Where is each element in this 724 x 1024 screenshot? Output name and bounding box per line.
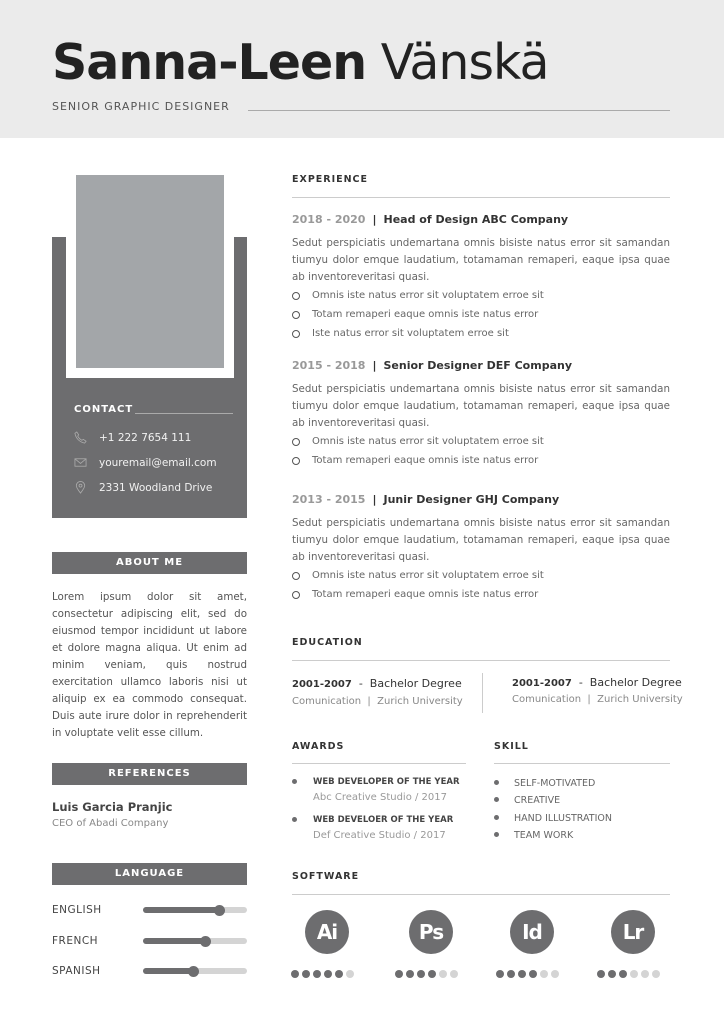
circle-bullet-icon: [292, 457, 300, 465]
job-bullet: [292, 589, 538, 600]
education-degree: 2001-2007 - Bachelor Degree: [292, 677, 462, 690]
experience-heading: EXPERIENCE: [292, 174, 369, 185]
software-rating: [395, 970, 458, 978]
language-level-fill: [143, 938, 205, 944]
divider: [292, 894, 670, 895]
circle-bullet-icon: [292, 330, 300, 338]
degree-name: Bachelor Degree: [589, 676, 682, 689]
rating-dot: [551, 970, 559, 978]
circle-bullet-icon: [292, 311, 300, 319]
bullet-text: Omnis iste natus error sit voluptatem erroe sit: [312, 290, 544, 301]
skill-item: SELF-MOTIVATED: [514, 778, 596, 789]
rating-dot: [496, 970, 504, 978]
skill-item: HAND ILLUSTRATION: [514, 812, 612, 824]
phone-icon: [74, 431, 87, 444]
language-level-fill: [143, 907, 219, 913]
divider: [135, 413, 233, 414]
circle-bullet-icon: [292, 591, 300, 599]
rating-dot: [395, 970, 403, 978]
rating-dot: [291, 970, 299, 978]
rating-dot: [652, 970, 660, 978]
divider: [482, 673, 483, 713]
bullet-text: Omnis iste natus error sit voluptatem erroe sit: [312, 436, 544, 447]
rating-dot: [450, 970, 458, 978]
language-level-knob: [188, 966, 199, 977]
rating-dot: [630, 970, 638, 978]
circle-bullet-icon: [292, 572, 300, 580]
rating-dot: [335, 970, 343, 978]
awards-heading: AWARDS: [292, 741, 345, 752]
divider: [292, 197, 670, 198]
education-institution: Comunication | Zurich University: [292, 696, 463, 707]
job-bullet: [292, 436, 544, 447]
language-level-bar: [143, 938, 247, 944]
rating-dot: [406, 970, 414, 978]
job-description: Sedut perspiciatis undemartana omnis bisiste natus error sit samandan tiumyu dolor emque laudatium, totamaman remaperi, eaque ipsa quae ab inventoreveritasi quasi.: [292, 237, 670, 283]
language-name: ENGLISH: [52, 904, 102, 916]
job-bullet: [292, 328, 509, 339]
bullet-dot-icon: [494, 832, 499, 837]
award-title: WEB DEVELOPER OF THE YEAR: [313, 777, 460, 787]
job-role: Head of Design ABC Company: [383, 213, 569, 226]
contact-phone: [74, 431, 191, 444]
job-role: Senior Designer DEF Company: [383, 359, 573, 372]
skill-item: CREATIVE: [514, 795, 561, 807]
about-heading: ABOUT ME: [52, 552, 247, 574]
email-text: youremail@email.com: [99, 456, 217, 469]
separator: |: [372, 359, 377, 372]
rating-dot: [439, 970, 447, 978]
rating-dot: [324, 970, 332, 978]
award-source: Def Creative Studio / 2017: [313, 830, 446, 841]
job-bullet: [292, 570, 544, 581]
job-entry-title: [292, 213, 568, 226]
rating-dot: [597, 970, 605, 978]
job-years: 2013 - 2015: [292, 493, 366, 506]
phone-text: +1 222 7654 111: [99, 431, 192, 444]
education-institution: Comunication | Zurich University: [512, 694, 683, 705]
rating-dot: [529, 970, 537, 978]
language-name: FRENCH: [52, 935, 99, 947]
software-rating: [291, 970, 354, 978]
education-heading: EDUCATION: [292, 637, 363, 648]
reference-role: CEO of Abadi Company: [52, 818, 169, 829]
job-description: Sedut perspiciatis undemartana omnis bisiste natus error sit samandan tiumyu dolor emque laudatium, totamaman remaperi, eaque ipsa quae ab inventoreveritasi quasi.: [292, 383, 670, 429]
job-description: Sedut perspiciatis undemartana omnis bisiste natus error sit samandan tiumyu dolor emque laudatium, totamaman remaperi, eaque ipsa quae ab inventoreveritasi quasi.: [292, 517, 670, 563]
bullet-text: Iste natus error sit voluptatem erroe sit: [312, 328, 509, 339]
contact-address: [74, 481, 212, 494]
rating-dot: [428, 970, 436, 978]
bullet-text: Omnis iste natus error sit voluptatem erroe sit: [312, 570, 544, 581]
rating-dot: [619, 970, 627, 978]
contact-email: [74, 456, 217, 469]
job-bullet: [292, 309, 538, 320]
job-years: 2018 - 2020: [292, 213, 366, 226]
job-bullet: [292, 290, 544, 301]
software-rating: [496, 970, 559, 978]
software-rating: [597, 970, 660, 978]
job-title: SENIOR GRAPHIC DESIGNER: [52, 100, 230, 113]
rating-dot: [507, 970, 515, 978]
language-level-bar: [143, 907, 247, 913]
rating-dot: [313, 970, 321, 978]
bullet-dot-icon: [494, 780, 499, 785]
divider: [494, 763, 670, 764]
award-title: WEB DEVELOER OF THE YEAR: [313, 815, 454, 825]
email-icon: [74, 456, 87, 469]
location-pin-icon: [74, 481, 87, 494]
skill-item: TEAM WORK: [514, 829, 574, 841]
circle-bullet-icon: [292, 438, 300, 446]
first-name: Sanna-Leen: [52, 34, 367, 91]
software-icon: Id: [510, 910, 554, 954]
software-icon: Ps: [409, 910, 453, 954]
separator: |: [372, 493, 377, 506]
separator: |: [372, 213, 377, 226]
skill-heading: SKILL: [494, 741, 529, 752]
contact-heading: CONTACT: [74, 404, 134, 415]
language-level-bar: [143, 968, 247, 974]
rating-dot: [518, 970, 526, 978]
about-text: Lorem ipsum dolor sit amet, consectetur adipiscing elit, sed do eiusmod tempor incididunt ut labore et dolore magna aliqua. Ut enim ad minim veniam, quis nostrud exercitation ullamco laboris nisi ut aliquip ex ea commodo consequat. Duis aute irure dolor in reprehenderit in voluptate velit esse cillum.: [52, 591, 247, 739]
bullet-dot-icon: [292, 817, 297, 822]
language-name: SPANISH: [52, 965, 101, 977]
education-years: 2001-2007: [292, 679, 352, 690]
full-name: [52, 34, 549, 91]
rating-dot: [641, 970, 649, 978]
job-entry-title: [292, 493, 559, 506]
language-level-fill: [143, 968, 193, 974]
degree-name: Bachelor Degree: [369, 677, 462, 690]
bullet-dot-icon: [494, 815, 499, 820]
software-icon: Ai: [305, 910, 349, 954]
rating-dot: [417, 970, 425, 978]
education-years: 2001-2007: [512, 678, 572, 689]
language-level-knob: [214, 905, 225, 916]
language-heading: LANGUAGE: [52, 863, 247, 885]
profile-photo-placeholder: [76, 175, 224, 368]
job-bullet: [292, 455, 538, 466]
language-level-knob: [200, 936, 211, 947]
rating-dot: [540, 970, 548, 978]
rating-dot: [346, 970, 354, 978]
divider: [248, 110, 670, 111]
divider: [292, 763, 466, 764]
job-role: Junir Designer GHJ Company: [383, 493, 560, 506]
rating-dot: [608, 970, 616, 978]
address-text: 2331 Woodland Drive: [99, 481, 213, 494]
circle-bullet-icon: [292, 292, 300, 300]
education-degree: 2001-2007 - Bachelor Degree: [512, 676, 682, 689]
bullet-text: Totam remaperi eaque omnis iste natus error: [312, 455, 539, 466]
software-heading: SOFTWARE: [292, 871, 360, 882]
bullet-dot-icon: [494, 797, 499, 802]
bullet-dot-icon: [292, 779, 297, 784]
references-heading: REFERENCES: [52, 763, 247, 785]
divider: [292, 660, 670, 661]
bullet-text: Totam remaperi eaque omnis iste natus error: [312, 309, 539, 320]
reference-name: Luis Garcia Pranjic: [52, 800, 173, 814]
award-source: Abc Creative Studio / 2017: [313, 792, 447, 803]
bullet-text: Totam remaperi eaque omnis iste natus error: [312, 589, 539, 600]
software-icon: Lr: [611, 910, 655, 954]
last-name: Vänskä: [380, 34, 549, 91]
job-years: 2015 - 2018: [292, 359, 366, 372]
rating-dot: [302, 970, 310, 978]
job-entry-title: [292, 359, 572, 372]
